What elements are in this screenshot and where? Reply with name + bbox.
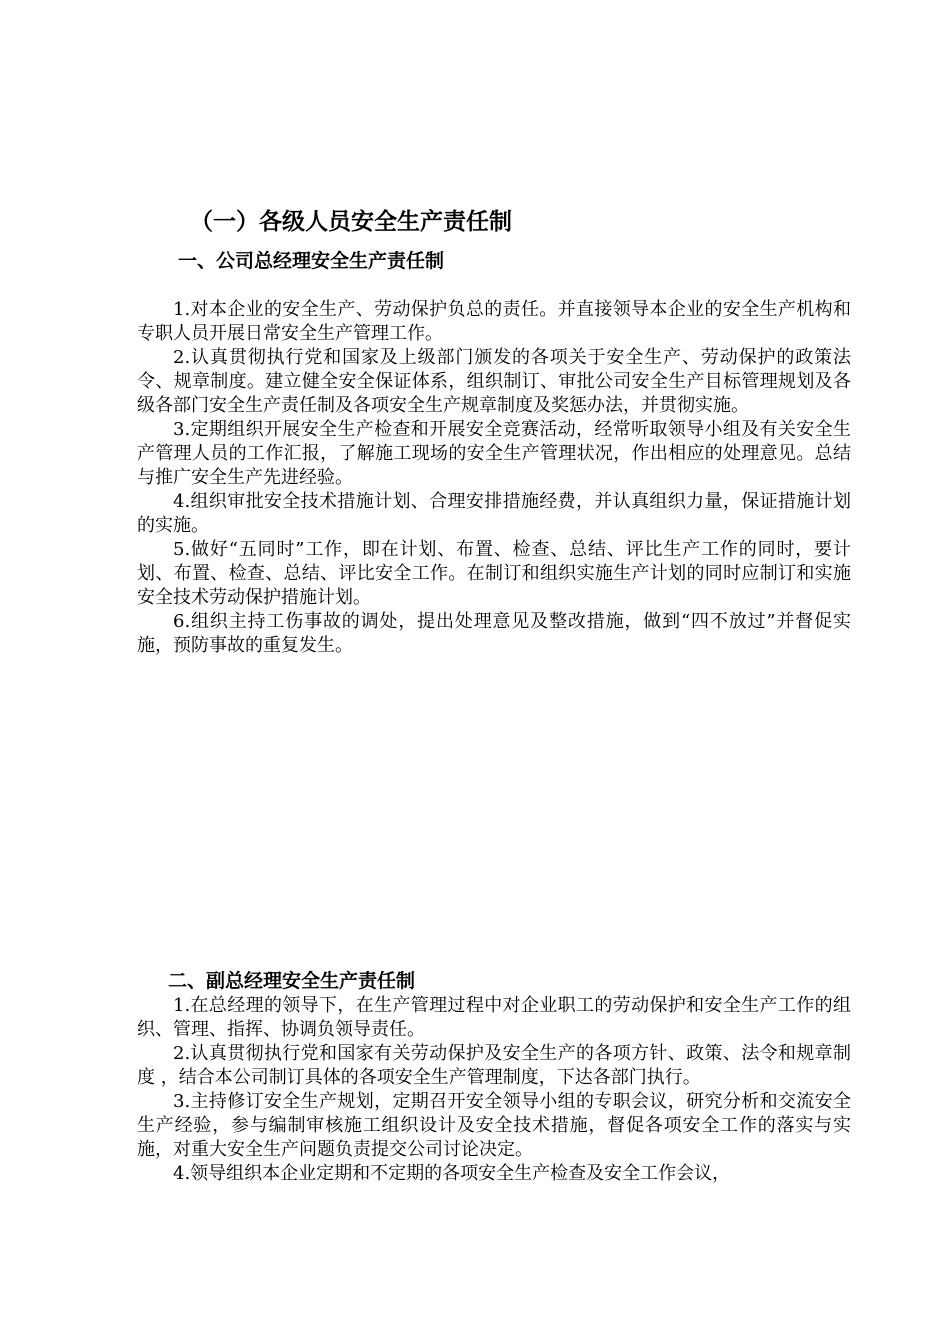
page-title: （一）各级人员安全生产责任制 xyxy=(190,209,512,235)
paragraph: 6.组织主持工伤事故的调处，提出处理意见及整改措施，做到“四不放过”并督促实施，预防事故的重复发生。 xyxy=(137,611,851,656)
paragraph: 4.组织审批安全技术措施计划、合理安排措施经费，并认真组织力量，保证措施计划的实施。 xyxy=(137,491,851,536)
section-body-deputy-general-manager xyxy=(137,994,851,1186)
paragraph: 3.定期组织开展安全生产检查和开展安全竞赛活动，经常听取领导小组及有关安全生产管理人员的工作汇报，了解施工现场的安全生产管理状况，作出相应的处理意见。总结与推广安全生产先进经验。 xyxy=(137,419,851,488)
paragraph: 3.主持修订安全生产规划，定期召开安全领导小组的专职会议，研究分析和交流安全生产经验，参与编制审核施工组织设计及安全技术措施，督促各项安全工作的落实与实施，对重大安全生产问题负责提交公司讨论决定。 xyxy=(137,1091,851,1160)
paragraph: 2.认真贯彻执行党和国家有关劳动保护及安全生产的各项方针、政策、法令和规章制度 ，结合本公司制订具体的各项安全生产管理制度，下达各部门执行。 xyxy=(137,1043,851,1088)
section-body-general-manager xyxy=(137,298,851,658)
paragraph: 1.对本企业的安全生产、劳动保护负总的责任。并直接领导本企业的安全生产机构和专职人员开展日常安全生产管理工作。 xyxy=(137,299,851,344)
paragraph: 5.做好“五同时”工作，即在计划、布置、检查、总结、评比生产工作的同时，要计划、布置、检查、总结、评比安全工作。在制订和组织实施生产计划的同时应制订和实施安全技术劳动保护措施计划。 xyxy=(137,539,851,608)
section-heading-general-manager: 一、公司总经理安全生产责任制 xyxy=(178,250,445,272)
paragraph: 4.领导组织本企业定期和不定期的各项安全生产检查及安全工作会议， xyxy=(173,1163,731,1184)
paragraph: 1.在总经理的领导下，在生产管理过程中对企业职工的劳动保护和安全生产工作的组织、管理、指挥、协调负领导责任。 xyxy=(137,995,851,1040)
section-heading-deputy-general-manager: 二、副总经理安全生产责任制 xyxy=(168,970,416,992)
paragraph: 2.认真贯彻执行党和国家及上级部门颁发的各项关于安全生产、劳动保护的政策法令、规章制度。建立健全安全保证体系，组织制订、审批公司安全生产目标管理规划及各级各部门安全生产责任制及各项安全生产规章制度及奖惩办法，并贯彻实施。 xyxy=(137,347,851,416)
